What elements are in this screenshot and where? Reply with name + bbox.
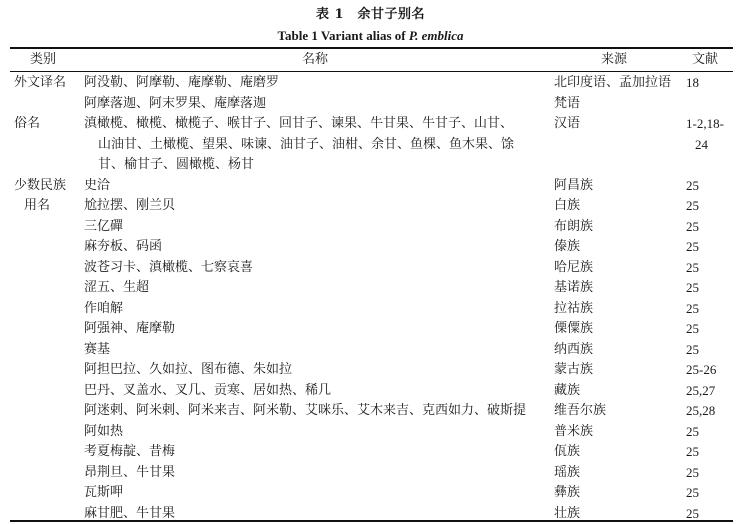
alias-names-cell	[84, 401, 549, 422]
alias-names-cell	[84, 422, 549, 443]
reference-cell	[686, 483, 736, 504]
reference-cell	[686, 381, 736, 402]
alias-names-cell	[84, 258, 549, 279]
category-cell	[14, 176, 80, 217]
source-language-cell: 布朗族	[554, 217, 684, 238]
category-cell-line: 外文译名	[14, 73, 80, 94]
alias-names-cell	[84, 360, 549, 381]
source-language-cell: 傣族	[554, 237, 684, 258]
alias-names-cell-line: 阿迷剌、阿米剌、阿米来吉、阿米勒、艾咪乐、艾木来吉、克西如力、破斯提	[84, 401, 549, 422]
reference-cell-line: 25,27	[686, 381, 736, 402]
alias-names-cell	[84, 319, 549, 340]
header-rule	[10, 71, 733, 72]
reference-cell	[686, 237, 736, 258]
alias-names-cell-line: 滇橄榄、橄榄、橄榄子、喉甘子、回甘子、谏果、牛甘果、牛甘子、山甘、	[84, 114, 549, 135]
alias-names-cell-line: 瓦斯呷	[84, 483, 549, 504]
source-language-cell: 瑶族	[554, 463, 684, 484]
alias-names-cell-line: 昂荆旦、牛甘果	[84, 463, 549, 484]
reference-cell-line: 25	[686, 319, 736, 340]
reference-cell-line: 25	[686, 463, 736, 484]
source-language-cell: 蒙古族	[554, 360, 684, 381]
alias-names-cell-line: 阿摩落迦、阿末罗果、庵摩落迦	[84, 94, 549, 115]
reference-cell-line: 25	[686, 176, 736, 197]
category-cell	[14, 114, 80, 135]
alias-names-cell-line: 波苍习卡、滇橄榄、七察哀喜	[84, 258, 549, 279]
alias-names-cell	[84, 237, 549, 258]
reference-cell	[686, 258, 736, 279]
source-language-cell: 汉语	[554, 114, 684, 135]
reference-cell-line: 24	[686, 135, 736, 156]
reference-cell-line: 25	[686, 340, 736, 361]
alias-names-cell-line: 考夏梅靛、昔梅	[84, 442, 549, 463]
alias-names-cell-line: 史洽	[84, 176, 549, 197]
alias-names-cell-line: 三亿磾	[84, 217, 549, 238]
alias-names-cell	[84, 340, 549, 361]
source-language-cell: 佤族	[554, 442, 684, 463]
reference-cell-line: 18	[686, 73, 736, 94]
reference-cell-line: 25	[686, 258, 736, 279]
alias-names-cell	[84, 114, 549, 176]
reference-cell	[686, 401, 736, 422]
reference-cell	[686, 463, 736, 484]
source-language-cell: 藏族	[554, 381, 684, 402]
alias-names-cell-line: 阿如热	[84, 422, 549, 443]
source-language-cell: 纳西族	[554, 340, 684, 361]
reference-cell-line: 25	[686, 217, 736, 238]
source-language-cell: 维吾尔族	[554, 401, 684, 422]
source-language-cell: 拉祜族	[554, 299, 684, 320]
alias-names-cell-line: 阿没勒、阿摩勒、庵摩勒、庵磨罗	[84, 73, 549, 94]
reference-cell	[686, 360, 736, 381]
category-cell-line: 俗名	[14, 114, 80, 135]
table-title-en-species: P. emblica	[409, 28, 464, 43]
source-language-cell: 白族	[554, 196, 684, 217]
source-language-cell: 哈尼族	[554, 258, 684, 279]
alias-names-cell	[84, 196, 549, 217]
alias-names-cell	[84, 176, 549, 197]
reference-cell	[686, 422, 736, 443]
alias-names-cell-line: 巴丹、叉盖水、叉几、贡寒、居如热、稀几	[84, 381, 549, 402]
reference-cell	[686, 73, 736, 94]
category-cell	[14, 73, 80, 94]
table-title-en	[0, 26, 741, 46]
reference-cell	[686, 278, 736, 299]
alias-names-cell-line: 阿担巴拉、久如拉、图布德、朱如拉	[84, 360, 549, 381]
reference-cell-line: 25	[686, 237, 736, 258]
header-name: 名称	[302, 49, 328, 70]
reference-cell-line: 25	[686, 278, 736, 299]
source-language-cell: 壮族	[554, 504, 684, 524]
source-language-cell: 梵语	[554, 94, 684, 115]
source-language-cell: 彝族	[554, 483, 684, 504]
reference-cell-line: 25	[686, 422, 736, 443]
alias-names-cell	[84, 73, 549, 94]
source-language-cell: 傈僳族	[554, 319, 684, 340]
reference-cell	[686, 442, 736, 463]
reference-cell-line: 1-2,18-	[686, 114, 736, 135]
alias-names-cell-line: 麻夯板、码函	[84, 237, 549, 258]
alias-names-cell	[84, 94, 549, 115]
source-language-cell: 北印度语、孟加拉语	[554, 73, 684, 94]
reference-cell	[686, 196, 736, 217]
alias-names-cell-line: 涩五、生超	[84, 278, 549, 299]
reference-cell-line: 25-26	[686, 360, 736, 381]
reference-cell	[686, 176, 736, 197]
reference-cell-line: 25	[686, 442, 736, 463]
bottom-rule	[10, 520, 733, 522]
alias-names-cell	[84, 463, 549, 484]
reference-cell-line: 25	[686, 483, 736, 504]
alias-names-cell-line: 赛基	[84, 340, 549, 361]
alias-names-cell-line: 麻甘肥、牛甘果	[84, 504, 549, 524]
reference-cell-line: 25,28	[686, 401, 736, 422]
header-ref: 文献	[692, 49, 718, 70]
alias-names-cell-line: 作咱解	[84, 299, 549, 320]
alias-names-cell	[84, 299, 549, 320]
alias-names-cell	[84, 442, 549, 463]
reference-cell	[686, 319, 736, 340]
reference-cell-line: 25	[686, 196, 736, 217]
alias-names-cell-line: 阿强神、庵摩勒	[84, 319, 549, 340]
reference-cell	[686, 299, 736, 320]
source-language-cell: 普米族	[554, 422, 684, 443]
reference-cell-line: 25	[686, 299, 736, 320]
alias-names-cell	[84, 217, 549, 238]
category-cell-line: 用名	[14, 196, 80, 217]
reference-cell-line: 25	[686, 504, 736, 524]
alias-names-cell	[84, 278, 549, 299]
reference-cell	[686, 114, 736, 155]
alias-names-cell	[84, 381, 549, 402]
table-title-en-prefix: Table 1 Variant alias of	[278, 28, 409, 43]
alias-names-cell-line: 山油甘、土橄榄、望果、味谏、油甘子、油柑、余甘、鱼棵、鱼木果、馀	[84, 135, 549, 156]
reference-cell	[686, 217, 736, 238]
table-title-cn: 表 1 余甘子别名	[0, 5, 741, 25]
reference-cell	[686, 340, 736, 361]
alias-names-cell	[84, 483, 549, 504]
source-language-cell: 阿昌族	[554, 176, 684, 197]
source-language-cell: 基诺族	[554, 278, 684, 299]
alias-names-cell-line: 尬拉摆、刚兰贝	[84, 196, 549, 217]
header-source: 来源	[601, 49, 627, 70]
alias-names-cell-line: 甘、榆甘子、圆橄榄、杨甘	[84, 155, 549, 176]
header-category: 类别	[30, 49, 56, 70]
category-cell-line: 少数民族	[14, 176, 80, 197]
